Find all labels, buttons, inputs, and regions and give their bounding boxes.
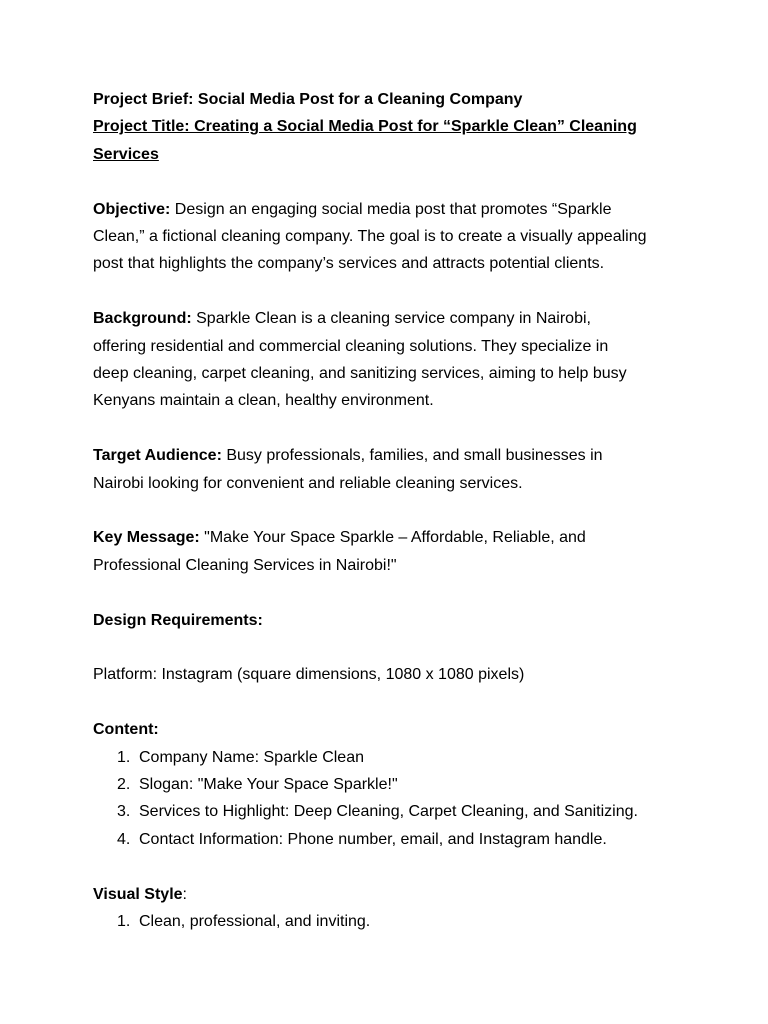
document-page — [93, 86, 693, 935]
list-item-text: Slogan: "Make Your Space Sparkle!" — [139, 776, 398, 794]
objective-paragraph — [93, 196, 693, 278]
target-audience-paragraph — [93, 442, 693, 497]
list-item — [93, 826, 693, 853]
background-text: deep cleaning, carpet cleaning, and sanitizing services, aiming to help busy — [93, 365, 627, 383]
project-title-line-1: Project Title: Creating a Social Media Post for “Sparkle Clean” Cleaning — [93, 118, 637, 136]
design-requirements-heading: Design Requirements: — [93, 611, 263, 629]
target-audience-label: Target Audience: — [93, 447, 222, 465]
objective-label: Objective: — [93, 200, 171, 218]
visual-style-heading — [93, 881, 693, 908]
key-message-text: "Make Your Space Sparkle – Affordable, Reliable, and — [199, 529, 586, 547]
list-item — [93, 771, 693, 798]
list-number: 3. — [117, 803, 131, 821]
visual-style-colon: : — [182, 885, 187, 903]
list-number: 1. — [117, 748, 131, 766]
background-label: Background: — [93, 310, 192, 328]
brief-heading: Project Brief: Social Media Post for a Cleaning Company — [93, 91, 523, 108]
objective-text: post that highlights the company’s services and attracts potential clients. — [93, 255, 605, 273]
visual-style-label: Visual Style — [93, 885, 183, 903]
list-item-text: Contact Information: Phone number, email, and Instagram handle. — [139, 830, 607, 848]
target-audience-text: Busy professionals, families, and small businesses in — [221, 447, 603, 465]
visual-style-list — [93, 908, 693, 935]
list-number: 4. — [117, 830, 131, 848]
background-paragraph — [93, 305, 693, 415]
background-text: offering residential and commercial cleaning solutions. They specialize in — [93, 337, 609, 355]
list-item — [93, 744, 693, 771]
list-item-text: Services to Highlight: Deep Cleaning, Carpet Cleaning, and Sanitizing. — [139, 803, 638, 821]
platform-text: Platform: Instagram (square dimensions, 1080 x 1080 pixels) — [93, 666, 525, 684]
list-item-text: Company Name: Sparkle Clean — [139, 748, 364, 766]
objective-text: Design an engaging social media post that promotes “Sparkle — [170, 200, 612, 218]
project-title-line-2: Services — [93, 145, 159, 163]
key-message-label: Key Message: — [93, 529, 200, 547]
background-text: Sparkle Clean is a cleaning service company in Nairobi, — [191, 310, 591, 328]
key-message-paragraph — [93, 524, 693, 579]
target-audience-text: Nairobi looking for convenient and reliable cleaning services. — [93, 474, 523, 492]
content-heading: Content: — [93, 721, 159, 739]
list-number: 1. — [117, 913, 131, 931]
list-item — [93, 908, 693, 935]
list-number: 2. — [117, 776, 131, 794]
key-message-text: Professional Cleaning Services in Nairobi!" — [93, 556, 397, 574]
content-list — [93, 744, 693, 854]
list-item-text: Clean, professional, and inviting. — [139, 913, 371, 931]
objective-text: Clean,” a fictional cleaning company. The goal is to create a visually appealing — [93, 228, 647, 246]
list-item — [93, 798, 693, 825]
background-text: Kenyans maintain a clean, healthy environment. — [93, 392, 434, 410]
